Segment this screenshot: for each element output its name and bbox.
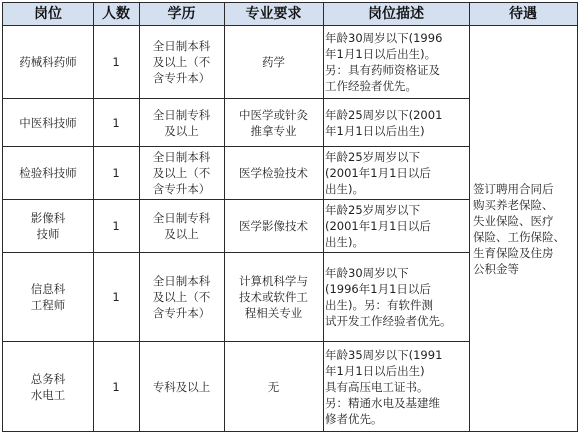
table-row-major	[224, 253, 323, 341]
education-text: 专科及以上	[152, 379, 211, 394]
count-text: 1	[112, 55, 120, 69]
description-text: 年龄25岁周岁以下 (2001年1月1日以后 出生)。	[325, 203, 431, 249]
table-row-position	[3, 342, 93, 431]
description-text: 年龄30周岁以下 (1996年1月1日以后 出生)。另：有软件测 试开发工作经验者优先。	[325, 266, 452, 328]
major-text: 中医学或针灸 推拿专业	[239, 107, 308, 138]
table-row-education	[139, 253, 224, 341]
table-row-description	[325, 342, 469, 431]
table-row-count	[93, 200, 139, 252]
table-row-position	[3, 253, 93, 341]
education-text: 全日制专科 及以上	[152, 107, 211, 138]
header-major: 专业要求	[245, 6, 302, 22]
education-text: 全日制专科 及以上	[152, 211, 211, 241]
table-row-education	[139, 200, 224, 252]
description-text: 年龄25岁周岁以下 (2001年1月1日以后 出生)。	[325, 150, 431, 196]
table-row-position	[3, 99, 93, 146]
table-row-count	[93, 26, 139, 98]
table-row-education	[139, 26, 224, 98]
benefits-text: 签订聘用合同后 购买养老保险、 失业保险、医疗 保险、工伤保险、 生育保险及住房 公积金等	[473, 181, 565, 276]
position-text: 总务科 水电工	[30, 371, 66, 402]
table-row-count	[93, 99, 139, 146]
table-row-education	[139, 147, 224, 199]
table-row-description	[325, 147, 469, 199]
benefits-cell	[473, 26, 577, 431]
table-row-description	[325, 26, 469, 98]
position-text: 中医科技师	[19, 115, 77, 130]
description-text: 年龄25周岁以下(2001 年1月1日以后出生)	[325, 107, 443, 138]
grid-line	[469, 3, 470, 431]
major-text: 医学检验技术	[239, 166, 308, 180]
table-row-position	[3, 26, 93, 98]
table-row-description	[325, 200, 469, 252]
header-position: 岗位	[34, 6, 62, 22]
description-text: 年龄35周岁以下(1991 年1月1日以后出生) 具有高压电工证书。 另：精通水电及基建维 修者优先。	[325, 347, 443, 426]
major-text: 药学	[262, 55, 285, 69]
table-row-position	[3, 147, 93, 199]
table-row-major	[224, 200, 323, 252]
major-text: 医学影像技术	[239, 219, 308, 233]
table-row-position	[3, 200, 93, 252]
header-count: 人数	[102, 6, 130, 22]
position-text: 信息科 工程师	[30, 282, 66, 312]
count-text: 1	[112, 115, 120, 130]
recruitment-table	[2, 2, 578, 432]
position-text: 影像科 技师	[30, 211, 66, 241]
count-text: 1	[112, 219, 120, 233]
position-text: 药械科药师	[19, 55, 77, 69]
table-row-count	[93, 342, 139, 431]
count-text: 1	[112, 166, 120, 180]
education-text: 全日制本科 及以上（不 含专升本）	[152, 274, 211, 320]
count-text: 1	[112, 290, 120, 304]
table-row-major	[224, 147, 323, 199]
table-row-count	[93, 253, 139, 341]
table-row-description	[325, 99, 469, 146]
table-row-count	[93, 147, 139, 199]
table-row-education	[139, 342, 224, 431]
grid-line	[323, 3, 324, 431]
header-education: 学历	[167, 6, 196, 22]
major-text: 计算机科学与 技术或软件工 程相关专业	[239, 274, 308, 320]
count-text: 1	[112, 379, 120, 394]
table-row-major	[224, 26, 323, 98]
education-text: 全日制本科 及以上（不 含专升本）	[152, 150, 211, 196]
position-text: 检验科技师	[19, 166, 77, 180]
major-text: 无	[267, 379, 280, 394]
table-row-education	[139, 99, 224, 146]
table-row-description	[325, 253, 469, 341]
header-description: 岗位描述	[368, 6, 424, 22]
education-text: 全日制本科 及以上（不 含专升本）	[152, 39, 211, 85]
description-text: 年龄30周岁以下(1996 年1月1日以后出生)。 另：具有药师资格证及 工作经验者优先。	[325, 31, 443, 93]
header-benefits: 待遇	[509, 6, 537, 22]
table-row-major	[224, 342, 323, 431]
table-row-major	[224, 99, 323, 146]
